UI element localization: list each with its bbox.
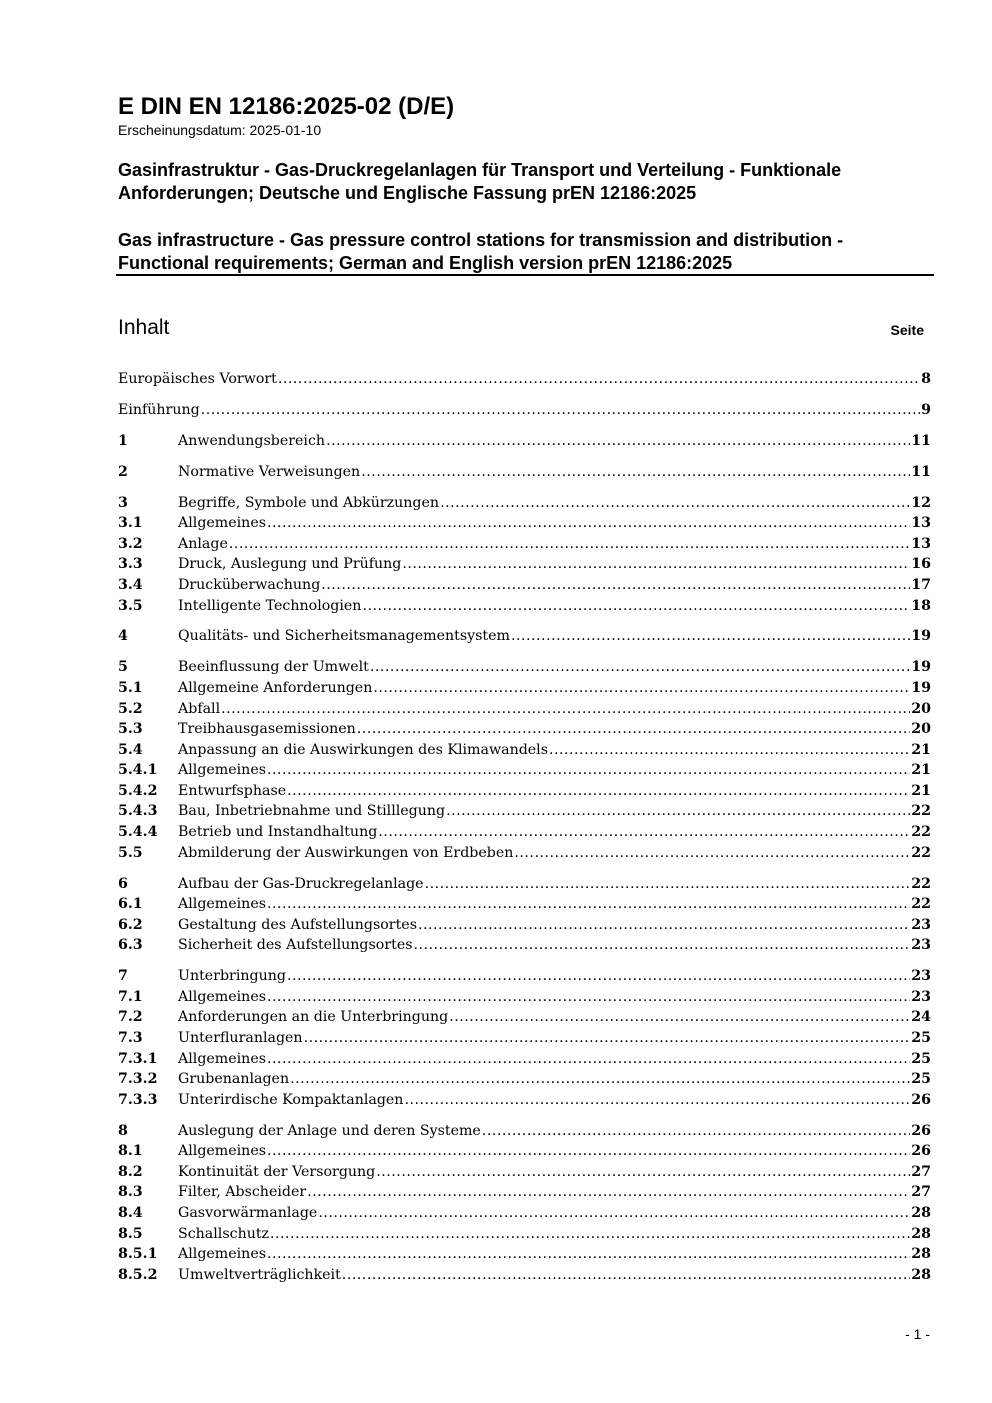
toc-entry-number: 5 [118, 659, 128, 676]
toc-entry-page: 11 [911, 463, 931, 480]
toc-entry-page: 28 [911, 1246, 931, 1263]
toc-entry-page: 21 [911, 762, 931, 779]
toc-entry-title: Sicherheit des Aufstellungsortes [178, 937, 413, 954]
toc-dot-leader [267, 987, 910, 1008]
toc-entry-title: Unterbringung [178, 968, 286, 985]
toc-entry[interactable] [118, 1028, 931, 1049]
toc-dot-leader [267, 760, 910, 781]
toc-entry-page: 26 [911, 1122, 931, 1139]
title-english: Gas infrastructure - Gas pressure control stations for transmission and distribution - Functional requirements; German and English version prEN 12186:2025 [118, 230, 844, 273]
toc-entry-title: Allgemeine Anforderungen [178, 679, 373, 696]
toc-entry[interactable] [118, 1182, 931, 1203]
toc-entry-number: 3.4 [118, 576, 143, 593]
toc-entry-title: Entwurfsphase [178, 782, 287, 799]
toc-entry[interactable] [118, 1069, 931, 1090]
toc-entry-title: Anforderungen an die Unterbringung [178, 1009, 449, 1026]
toc-dot-leader [446, 801, 910, 822]
toc-entry-title: Allgemeines [178, 1246, 266, 1263]
toc-entry-title: Allgemeines [178, 896, 266, 913]
toc-entry-title: Gestaltung des Aufstellungsortes [178, 916, 417, 933]
toc-dot-leader [307, 1182, 910, 1203]
toc-entry-number: 8.4 [118, 1205, 143, 1222]
toc-entry-page: 22 [911, 875, 931, 892]
toc-entry[interactable] [118, 596, 931, 617]
toc-entry[interactable] [118, 843, 931, 864]
toc-dot-leader [404, 1090, 910, 1111]
toc-entry-page: 25 [911, 1030, 931, 1046]
toc-entry-title: Betrieb und Instandhaltung [178, 824, 378, 841]
toc-entry-page: 20 [911, 700, 931, 717]
toc-entry-number: 5.4 [118, 741, 143, 758]
toc-entry[interactable] [118, 657, 931, 678]
toc-entry[interactable] [118, 987, 931, 1008]
toc-entry-page: 22 [911, 844, 931, 861]
toc-entry-number: 7.3.2 [118, 1071, 158, 1088]
toc-entry-number: 8.5 [118, 1225, 143, 1242]
toc-entry-title: Allgemeines [178, 515, 266, 532]
toc-entry-title: Kontinuität der Versorgung [178, 1163, 376, 1180]
toc-entry-number: 1 [118, 432, 128, 449]
toc-dot-leader [414, 935, 911, 956]
toc-entry[interactable] [118, 1265, 931, 1286]
toc-entry[interactable] [118, 1049, 931, 1070]
toc-dot-leader [342, 1265, 910, 1286]
toc-dot-leader [418, 915, 910, 936]
table-of-contents [118, 369, 931, 1285]
toc-entry[interactable] [118, 400, 931, 421]
toc-entry[interactable] [118, 1203, 931, 1224]
toc-entry-title: Allgemeines [178, 1143, 266, 1160]
toc-entry[interactable] [118, 915, 931, 936]
toc-dot-leader [267, 1049, 910, 1070]
toc-dot-leader [267, 1244, 910, 1265]
toc-entry-page: 21 [911, 782, 931, 799]
page-number: - 1 - [905, 1326, 930, 1342]
toc-entry[interactable] [118, 935, 931, 956]
toc-entry[interactable] [118, 554, 931, 575]
toc-dot-leader [511, 626, 910, 647]
toc-entry-page: 19 [911, 679, 931, 696]
toc-entry-number: 5.5 [118, 844, 143, 861]
toc-dot-leader [357, 719, 910, 740]
toc-entry-number: 8.3 [118, 1184, 143, 1201]
toc-entry-number: 5.4.2 [118, 782, 158, 799]
toc-entry-title: Anwendungsbereich [178, 432, 326, 449]
toc-entry[interactable] [118, 1244, 931, 1265]
toc-dot-leader [425, 874, 911, 895]
toc-entry-title: Grubenanlagen [178, 1071, 290, 1088]
toc-dot-leader [287, 966, 910, 987]
toc-entry[interactable] [118, 626, 931, 647]
toc-entry[interactable] [118, 534, 931, 555]
toc-entry-title: Einführung [118, 401, 200, 418]
toc-entry-number: 3.5 [118, 597, 143, 614]
toc-dot-leader [221, 699, 910, 720]
toc-entry-number: 5.4.4 [118, 824, 158, 841]
toc-entry-number: 7.3.3 [118, 1091, 158, 1108]
toc-entry[interactable] [118, 678, 931, 699]
toc-entry[interactable] [118, 431, 931, 452]
toc-entry-title: Allgemeines [178, 988, 266, 1005]
toc-entry-number: 7.2 [118, 1009, 143, 1026]
title-german: Gasinfrastruktur - Gas-Druckregelanlagen für Transport und Verteilung - Funktionale Anforderungen; Deutsche und Englische Fassung prEN 12186:2025 [118, 160, 842, 203]
toc-entry-number: 8 [118, 1122, 128, 1139]
toc-entry-title: Abmilderung der Auswirkungen von Erdbeben [178, 844, 514, 861]
toc-dot-leader [267, 1141, 910, 1162]
toc-entry-title: Normative Verweisungen [178, 463, 361, 480]
toc-entry-page: 23 [911, 968, 931, 985]
toc-entry-page: 26 [911, 1143, 931, 1160]
toc-dot-leader [304, 1028, 911, 1049]
toc-dot-leader [482, 1121, 910, 1142]
toc-entry-number: 8.2 [118, 1163, 143, 1180]
toc-dot-leader [321, 575, 910, 596]
toc-entry-number: 5.2 [118, 700, 143, 717]
toc-entry-number: 7 [118, 968, 128, 985]
toc-entry-number: 5.4.1 [118, 762, 158, 779]
toc-entry-number: 7.3.1 [118, 1050, 158, 1067]
toc-dot-leader [267, 513, 910, 534]
toc-dot-leader [278, 369, 920, 390]
toc-entry[interactable] [118, 1121, 931, 1142]
toc-entry-title: Treibhausgasemissionen [178, 721, 356, 738]
toc-entry-title: Begriffe, Symbole und Abkürzungen [178, 494, 440, 511]
toc-dot-leader [373, 678, 910, 699]
toc-entry[interactable] [118, 1090, 931, 1111]
toc-entry-page: 25 [911, 1071, 931, 1088]
toc-dot-leader [376, 1162, 910, 1183]
toc-entry-title: Unterirdische Kompaktanlagen [178, 1091, 404, 1108]
toc-dot-leader [361, 462, 910, 483]
toc-entry-number: 2 [118, 463, 128, 480]
toc-entry-title: Unterfluranlagen [178, 1030, 303, 1046]
toc-heading: Inhalt [118, 316, 170, 339]
toc-entry[interactable] [118, 966, 931, 987]
toc-entry-page: 22 [911, 824, 931, 841]
toc-entry-number: 7.1 [118, 988, 143, 1005]
toc-dot-leader [549, 740, 910, 761]
toc-entry-title: Bau, Inbetriebnahme und Stilllegung [178, 803, 446, 820]
toc-dot-leader [229, 534, 910, 555]
toc-entry-number: 3.3 [118, 556, 143, 573]
toc-dot-leader [370, 657, 910, 678]
toc-entry-title: Intelligente Technologien [178, 597, 362, 614]
toc-entry-number: 5.1 [118, 679, 143, 696]
toc-entry-page: 11 [911, 432, 931, 449]
toc-dot-leader [378, 822, 910, 843]
toc-entry-page: 22 [911, 803, 931, 820]
toc-entry-page: 13 [911, 515, 931, 532]
toc-dot-leader [287, 781, 910, 802]
toc-entry-title: Drucküberwachung [178, 576, 321, 593]
toc-entry[interactable] [118, 894, 931, 915]
toc-entry-page: 23 [911, 937, 931, 954]
toc-entry[interactable] [118, 369, 931, 390]
toc-entry[interactable] [118, 740, 931, 761]
toc-entry[interactable] [118, 874, 931, 895]
toc-entry[interactable] [118, 1141, 931, 1162]
toc-entry-title: Allgemeines [178, 1050, 266, 1067]
toc-entry-number: 3.1 [118, 515, 143, 532]
toc-entry-title: Umweltverträglichkeit [178, 1266, 341, 1283]
toc-entry-number: 7.3 [118, 1030, 143, 1046]
toc-entry[interactable] [118, 781, 931, 802]
toc-entry-title: Aufbau der Gas-Druckregelanlage [178, 875, 424, 892]
toc-entry-page: 28 [911, 1266, 931, 1283]
toc-entry[interactable] [118, 801, 931, 822]
toc-entry-page: 16 [911, 556, 931, 573]
toc-entry-title: Gasvorwärmanlage [178, 1205, 318, 1222]
toc-entry[interactable] [118, 1224, 931, 1245]
toc-entry-title: Filter, Abscheider [178, 1184, 307, 1201]
toc-entry-page: 24 [911, 1009, 931, 1026]
toc-entry-title: Allgemeines [178, 762, 266, 779]
toc-entry-title: Schallschutz [178, 1225, 270, 1242]
toc-entry-page: 17 [911, 576, 931, 593]
toc-dot-leader [326, 431, 910, 452]
toc-entry-number: 6 [118, 875, 128, 892]
toc-entry-number: 8.5.2 [118, 1266, 158, 1283]
toc-entry-page: 8 [921, 371, 931, 387]
toc-entry[interactable] [118, 575, 931, 596]
toc-entry-page: 13 [911, 535, 931, 552]
toc-entry-number: 6.1 [118, 896, 143, 913]
toc-entry[interactable] [118, 822, 931, 843]
toc-page-column-label: Seite [890, 322, 924, 338]
toc-entry-title: Europäisches Vorwort [118, 371, 277, 387]
toc-entry-page: 28 [911, 1225, 931, 1242]
toc-entry-page: 21 [911, 741, 931, 758]
toc-entry-number: 6.2 [118, 916, 143, 933]
document-id: E DIN EN 12186:2025-02 (D/E) [118, 93, 455, 120]
toc-dot-leader [449, 1007, 910, 1028]
toc-entry-page: 23 [911, 988, 931, 1005]
toc-entry-number: 3.2 [118, 535, 143, 552]
toc-entry-title: Druck, Auslegung und Prüfung [178, 556, 402, 573]
toc-entry-number: 8.5.1 [118, 1246, 158, 1263]
toc-entry-page: 26 [911, 1091, 931, 1108]
toc-entry-title: Qualitäts- und Sicherheitsmanagementsystem [178, 628, 510, 645]
toc-entry-title: Auslegung der Anlage und deren Systeme [178, 1122, 481, 1139]
toc-entry-page: 20 [911, 721, 931, 738]
toc-entry-page: 28 [911, 1205, 931, 1222]
toc-entry[interactable] [118, 1007, 931, 1028]
toc-entry-number: 5.3 [118, 721, 143, 738]
toc-dot-leader [270, 1224, 910, 1245]
toc-entry[interactable] [118, 513, 931, 534]
toc-entry-page: 25 [911, 1050, 931, 1067]
toc-entry-page: 19 [911, 659, 931, 676]
toc-dot-leader [514, 843, 910, 864]
toc-dot-leader [318, 1203, 910, 1224]
toc-entry-title: Abfall [178, 700, 221, 717]
toc-entry-title: Beeinflussung der Umwelt [178, 659, 369, 676]
toc-entry-title: Anlage [178, 535, 228, 552]
toc-entry-number: 6.3 [118, 937, 143, 954]
toc-dot-leader [201, 400, 920, 421]
toc-dot-leader [440, 493, 910, 514]
toc-entry[interactable] [118, 760, 931, 781]
toc-dot-leader [290, 1069, 910, 1090]
toc-entry-page: 22 [911, 896, 931, 913]
toc-entry-page: 27 [911, 1163, 931, 1180]
toc-entry-number: 4 [118, 628, 128, 645]
toc-dot-leader [267, 894, 910, 915]
toc-entry-page: 19 [911, 628, 931, 645]
toc-entry-number: 8.1 [118, 1143, 143, 1160]
toc-entry-page: 9 [921, 401, 931, 418]
toc-entry-title: Anpassung an die Auswirkungen des Klimawandels [178, 741, 548, 758]
toc-entry-page: 18 [911, 597, 931, 614]
toc-entry-number: 3 [118, 494, 128, 511]
toc-dot-leader [402, 554, 910, 575]
toc-dot-leader [362, 596, 910, 617]
title-underline [116, 274, 934, 276]
toc-entry-page: 12 [911, 494, 931, 511]
toc-entry[interactable] [118, 719, 931, 740]
publication-date: Erscheinungsdatum: 2025-01-10 [118, 122, 322, 138]
toc-entry[interactable] [118, 462, 931, 483]
toc-entry[interactable] [118, 493, 931, 514]
toc-entry[interactable] [118, 1162, 931, 1183]
toc-entry-page: 23 [911, 916, 931, 933]
toc-entry-page: 27 [911, 1184, 931, 1201]
toc-entry[interactable] [118, 699, 931, 720]
toc-entry-number: 5.4.3 [118, 803, 158, 820]
